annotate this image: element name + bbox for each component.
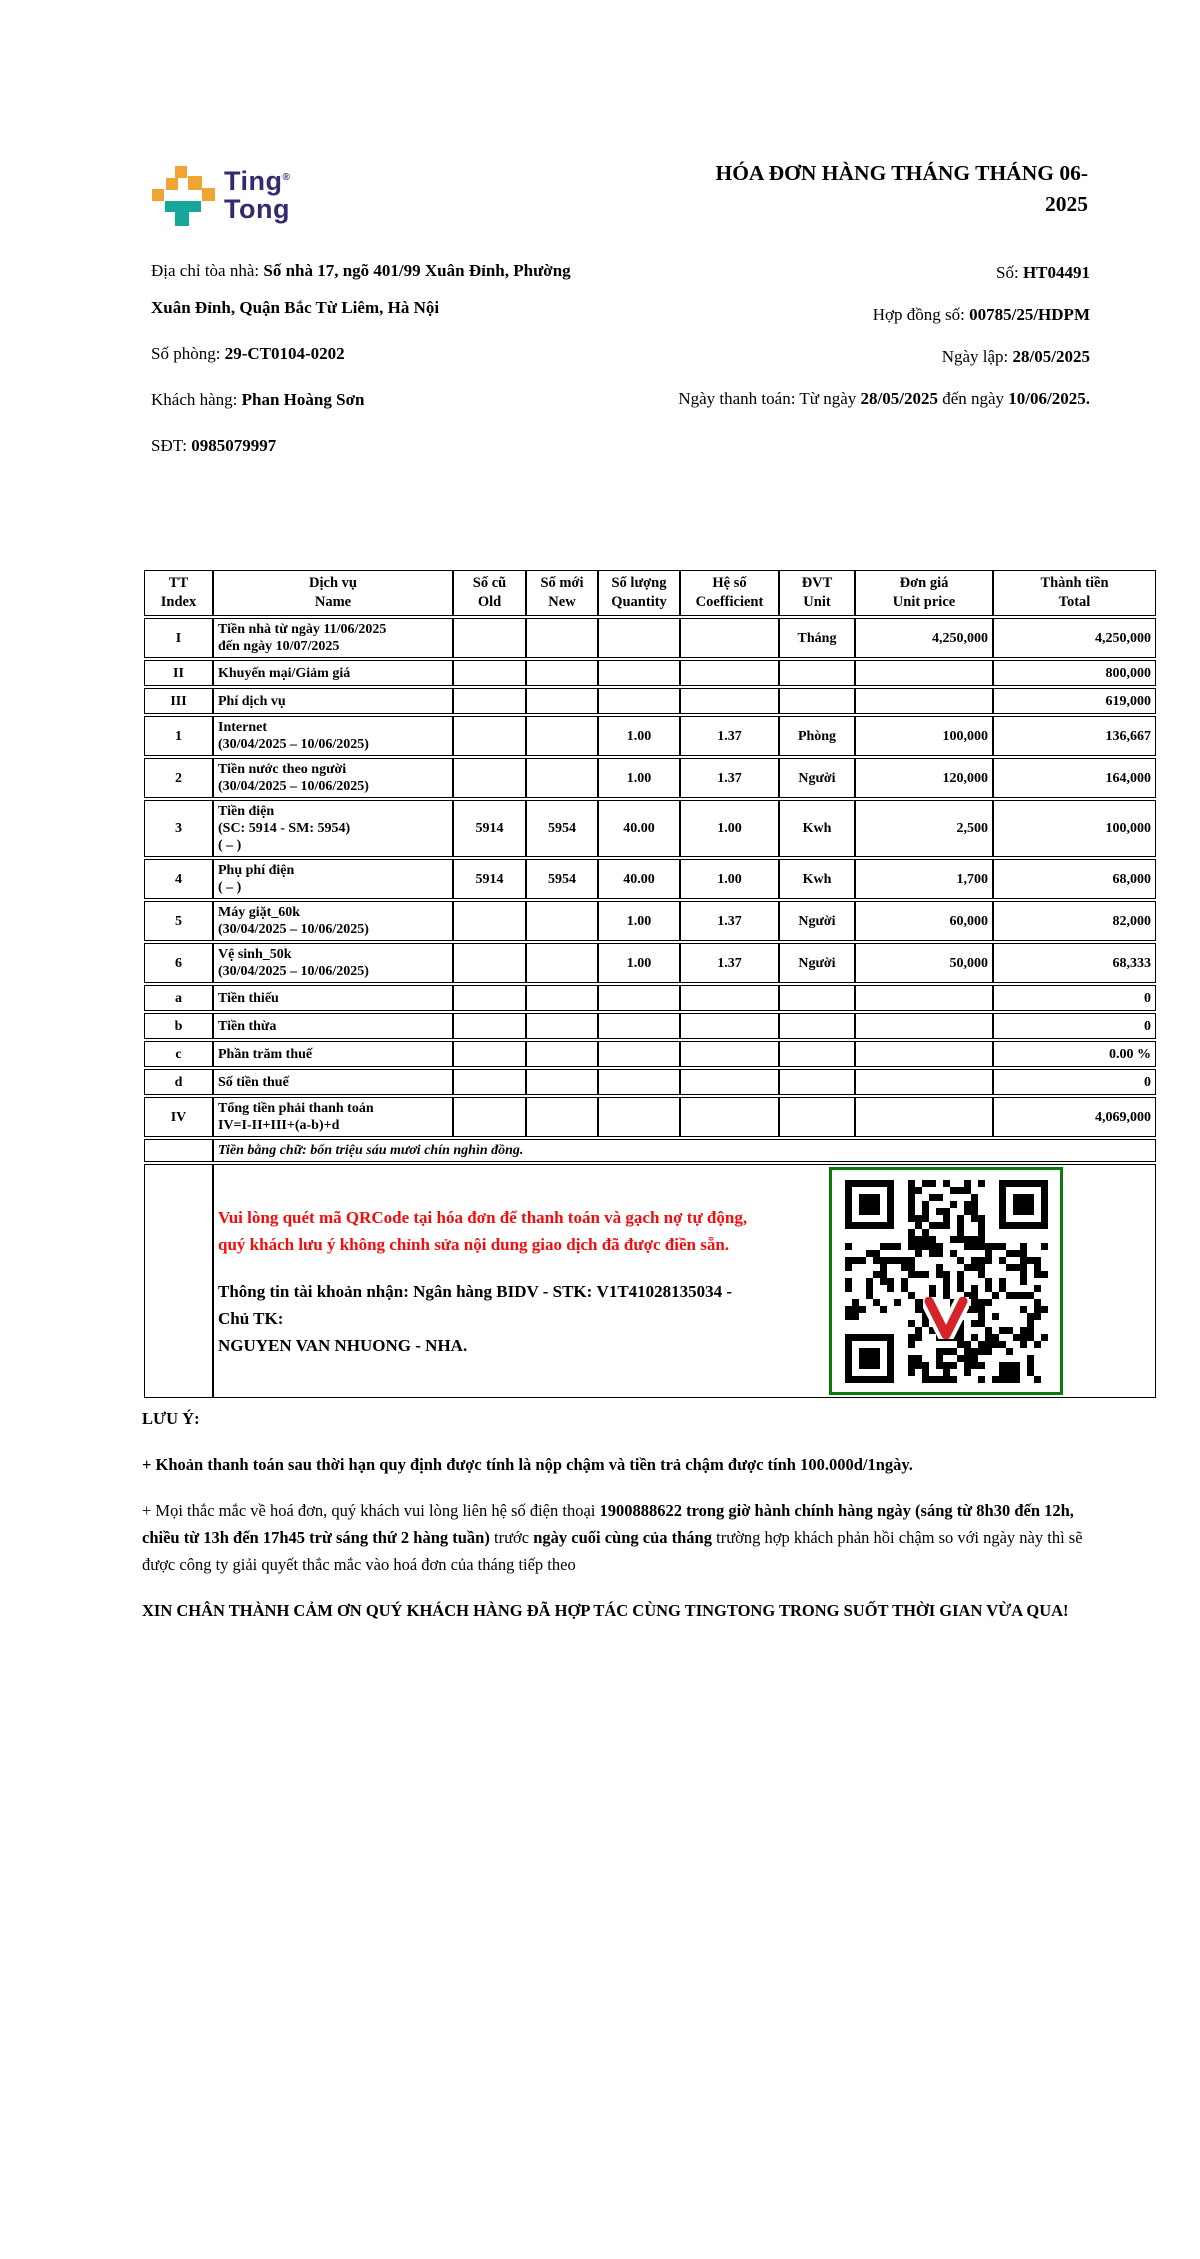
brand-line1: Ting — [224, 166, 283, 196]
customer-phone: SĐT: 0985079997 — [151, 436, 277, 455]
col-header-total: Thành tiền Total — [993, 570, 1156, 616]
col-header-unit-price: Đơn giá Unit price — [855, 570, 993, 616]
cell-unit: Người — [779, 943, 855, 983]
hotline-note: + Mọi thắc mắc về hoá đơn, quý khách vui lòng liên hệ số điện thoại 1900888622 trong giờ hành chính hàng ngày (sáng từ 8h30 đến 12h, chiều từ 13h đến 17h45 trừ sáng thứ 2 hàng tuần) trước ngày cuối cùng của tháng trường hợp khách phản hồi chậm so với ngày này thì sẽ được công ty giải quyết thắc mắc vào hoá đơn của tháng tiếp theo — [142, 1501, 1083, 1574]
table-row — [144, 901, 1156, 941]
cell-qty — [598, 1097, 680, 1137]
cell-index: d — [144, 1069, 213, 1095]
cell-qty: 1.00 — [598, 943, 680, 983]
col-header-index: TT Index — [144, 570, 213, 616]
col-header-new: Số mới New — [526, 570, 598, 616]
invoice-info-right — [615, 252, 1090, 420]
late-payment-note: + Khoản thanh toán sau thời hạn quy định được tính là nộp chậm và tiền trả chậm được tính 100.000d/1ngày. — [142, 1455, 913, 1474]
table-row — [144, 943, 1156, 983]
cell-qty — [598, 1069, 680, 1095]
tingtong-logo-icon — [152, 166, 216, 228]
cell-old — [453, 1013, 526, 1039]
cell-total: 68,000 — [993, 859, 1156, 899]
cell-total: 0.00 % — [993, 1041, 1156, 1067]
payment-instructions — [218, 1204, 763, 1359]
cell-new — [526, 985, 598, 1011]
invoice-title-line2: 2025 — [1045, 192, 1088, 216]
logo-pixel — [152, 189, 164, 201]
cell-name: Số tiền thuế — [213, 1069, 453, 1095]
cell-price: 1,700 — [855, 859, 993, 899]
col-header-name: Dịch vụ Name — [213, 570, 453, 616]
cell-index — [144, 1139, 213, 1162]
room-number: Số phòng: 29-CT0104-0202 — [151, 344, 345, 363]
contract-number: Hợp đồng số: 00785/25/HDPM — [872, 305, 1090, 324]
col-header-coefficient: Hệ số Coefficient — [680, 570, 779, 616]
cell-coef — [680, 1097, 779, 1137]
cell-coef — [680, 985, 779, 1011]
table-header-row — [144, 570, 1156, 616]
customer-name: Khách hàng: Phan Hoàng Sơn — [151, 390, 365, 409]
cell-qty — [598, 688, 680, 714]
cell-unit: Người — [779, 758, 855, 798]
brand-name — [224, 164, 290, 223]
qr-warning-text: Vui lòng quét mã QRCode tại hóa đơn để thanh toán và gạch nợ tự động, quý khách lưu ý không chỉnh sửa nội dung giao dịch đã được điền sẵn. — [218, 1207, 748, 1254]
cell-index: II — [144, 660, 213, 686]
table-row — [144, 688, 1156, 714]
cell-coef: 1.37 — [680, 943, 779, 983]
notes-title: LƯU Ý: — [142, 1409, 200, 1428]
cell-total: 4,250,000 — [993, 618, 1156, 658]
invoice-title — [448, 158, 1088, 220]
cell-price: 100,000 — [855, 716, 993, 756]
cell-index — [144, 1164, 213, 1398]
table-row — [144, 859, 1156, 899]
cell-qty: 1.00 — [598, 901, 680, 941]
payment-period: Ngày thanh toán: Từ ngày 28/05/2025 đến ngày 10/06/2025. — [678, 389, 1090, 408]
table-row — [144, 1013, 1156, 1039]
logo-pixel — [175, 212, 189, 226]
cell-new — [526, 660, 598, 686]
cell-name: Phí dịch vụ — [213, 688, 453, 714]
cell-total: 68,333 — [993, 943, 1156, 983]
cell-total: 136,667 — [993, 716, 1156, 756]
cell-unit — [779, 660, 855, 686]
cell-qty: 40.00 — [598, 859, 680, 899]
table-row — [144, 618, 1156, 658]
vietqr-v-icon — [923, 1297, 969, 1344]
cell-total: 100,000 — [993, 800, 1156, 857]
cell-name: Khuyến mại/Giảm giá — [213, 660, 453, 686]
cell-total: 82,000 — [993, 901, 1156, 941]
cell-old — [453, 716, 526, 756]
cell-coef — [680, 1041, 779, 1067]
cell-price: 120,000 — [855, 758, 993, 798]
logo-pixel — [165, 201, 201, 212]
cell-total: 164,000 — [993, 758, 1156, 798]
registered-mark: ® — [282, 172, 291, 183]
table-row — [144, 758, 1156, 798]
cell-qty: 40.00 — [598, 800, 680, 857]
cell-coef: 1.37 — [680, 716, 779, 756]
cell-name: Tiền nước theo người (30/04/2025 – 10/06/2025) — [213, 758, 453, 798]
cell-price — [855, 688, 993, 714]
cell-coef: 1.00 — [680, 800, 779, 857]
cell-total: 800,000 — [993, 660, 1156, 686]
cell-index: a — [144, 985, 213, 1011]
cell-old — [453, 758, 526, 798]
cell-old — [453, 618, 526, 658]
payment-instructions-cell — [213, 1164, 1156, 1398]
charges-table — [144, 568, 1156, 1400]
cell-name: Máy giặt_60k (30/04/2025 – 10/06/2025) — [213, 901, 453, 941]
cell-qty: 1.00 — [598, 716, 680, 756]
col-header-quantity: Số lượng Quantity — [598, 570, 680, 616]
cell-old — [453, 660, 526, 686]
cell-new — [526, 1069, 598, 1095]
cell-index: 6 — [144, 943, 213, 983]
cell-unit: Người — [779, 901, 855, 941]
cell-index: III — [144, 688, 213, 714]
cell-total: 4,069,000 — [993, 1097, 1156, 1137]
cell-total: 0 — [993, 1069, 1156, 1095]
cell-qty — [598, 985, 680, 1011]
building-address: Địa chỉ tòa nhà: Số nhà 17, ngõ 401/99 Xuân Đỉnh, Phường Xuân Đỉnh, Quận Bắc Từ Liêm, Hà Nội — [151, 261, 571, 317]
cell-old: 5914 — [453, 859, 526, 899]
cell-coef — [680, 1069, 779, 1095]
brand-line2: Tong — [224, 194, 290, 224]
cell-name: Tiền điện (SC: 5914 - SM: 5954) ( – ) — [213, 800, 453, 857]
cell-coef — [680, 618, 779, 658]
cell-price: 50,000 — [855, 943, 993, 983]
cell-name: Tổng tiền phải thanh toán IV=I-II+III+(a-b)+d — [213, 1097, 453, 1137]
cell-old — [453, 1097, 526, 1137]
cell-price — [855, 660, 993, 686]
cell-name: Phần trăm thuế — [213, 1041, 453, 1067]
qr-row — [144, 1164, 1156, 1398]
cell-total: 619,000 — [993, 688, 1156, 714]
cell-old — [453, 688, 526, 714]
cell-qty — [598, 1041, 680, 1067]
cell-coef: 1.37 — [680, 758, 779, 798]
qr-code-pattern — [845, 1180, 1048, 1383]
col-header-old: Số cũ Old — [453, 570, 526, 616]
cell-price: 2,500 — [855, 800, 993, 857]
bank-account-info: Thông tin tài khoản nhận: Ngân hàng BIDV - STK: V1T41028135034 - Chủ TK: NGUYEN VAN NHUONG - NHA. — [218, 1281, 733, 1355]
cell-index: b — [144, 1013, 213, 1039]
cell-qty — [598, 1013, 680, 1039]
cell-index: 1 — [144, 716, 213, 756]
cell-index: IV — [144, 1097, 213, 1137]
table-row — [144, 800, 1156, 857]
logo-pixel — [166, 178, 178, 190]
cell-price — [855, 1069, 993, 1095]
thank-you-note: XIN CHÂN THÀNH CẢM ƠN QUÝ KHÁCH HÀNG ĐÃ HỢP TÁC CÙNG TINGTONG TRONG SUỐT THỜI GIAN VỪA QUA! — [142, 1601, 1069, 1620]
cell-total: 0 — [993, 985, 1156, 1011]
cell-new — [526, 901, 598, 941]
cell-old — [453, 901, 526, 941]
issue-date: Ngày lập: 28/05/2025 — [941, 347, 1090, 366]
cell-unit — [779, 1013, 855, 1039]
cell-old: 5914 — [453, 800, 526, 857]
cell-price — [855, 1041, 993, 1067]
cell-unit — [779, 1041, 855, 1067]
cell-name: Vệ sinh_50k (30/04/2025 – 10/06/2025) — [213, 943, 453, 983]
cell-new — [526, 688, 598, 714]
cell-old — [453, 1069, 526, 1095]
cell-name: Phụ phí điện ( – ) — [213, 859, 453, 899]
cell-name: Internet (30/04/2025 – 10/06/2025) — [213, 716, 453, 756]
logo-pixel — [175, 166, 187, 178]
cell-total: 0 — [993, 1013, 1156, 1039]
cell-unit: Phòng — [779, 716, 855, 756]
cell-new — [526, 1097, 598, 1137]
cell-price — [855, 1013, 993, 1039]
cell-index: 2 — [144, 758, 213, 798]
cell-qty: 1.00 — [598, 758, 680, 798]
amount-in-words: Tiền bằng chữ: bốn triệu sáu mươi chín nghìn đồng. — [213, 1139, 1156, 1162]
cell-new — [526, 716, 598, 756]
cell-name: Tiền nhà từ ngày 11/06/2025 đến ngày 10/07/2025 — [213, 618, 453, 658]
cell-new — [526, 758, 598, 798]
cell-new — [526, 1041, 598, 1067]
cell-index: 4 — [144, 859, 213, 899]
cell-old — [453, 943, 526, 983]
cell-new: 5954 — [526, 800, 598, 857]
table-row — [144, 1097, 1156, 1137]
cell-coef: 1.37 — [680, 901, 779, 941]
cell-new — [526, 1013, 598, 1039]
cell-index: 5 — [144, 901, 213, 941]
col-header-unit: ĐVT Unit — [779, 570, 855, 616]
invoice-info-left — [151, 252, 599, 473]
logo-pixel — [202, 188, 215, 201]
cell-coef — [680, 660, 779, 686]
cell-index: 3 — [144, 800, 213, 857]
cell-price — [855, 985, 993, 1011]
cell-name: Tiền thiếu — [213, 985, 453, 1011]
cell-unit — [779, 985, 855, 1011]
cell-new — [526, 618, 598, 658]
table-row — [144, 1041, 1156, 1067]
cell-unit: Tháng — [779, 618, 855, 658]
cell-index: I — [144, 618, 213, 658]
cell-new: 5954 — [526, 859, 598, 899]
cell-unit — [779, 1097, 855, 1137]
cell-index: c — [144, 1041, 213, 1067]
cell-coef — [680, 1013, 779, 1039]
cell-unit — [779, 688, 855, 714]
qr-code — [829, 1167, 1063, 1395]
cell-price — [855, 1097, 993, 1137]
cell-unit: Kwh — [779, 859, 855, 899]
logo-pixel — [188, 176, 202, 190]
cell-old — [453, 1041, 526, 1067]
table-row — [144, 660, 1156, 686]
table-row — [144, 985, 1156, 1011]
cell-unit — [779, 1069, 855, 1095]
cell-old — [453, 985, 526, 1011]
table-row — [144, 1069, 1156, 1095]
amount-in-words-row — [144, 1139, 1156, 1162]
footer-notes — [142, 1405, 1100, 1643]
invoice-number: Số: HT04491 — [996, 263, 1090, 282]
cell-unit: Kwh — [779, 800, 855, 857]
cell-qty — [598, 660, 680, 686]
cell-price: 60,000 — [855, 901, 993, 941]
cell-qty — [598, 618, 680, 658]
invoice-title-line1: HÓA ĐƠN HÀNG THÁNG THÁNG 06- — [715, 161, 1088, 185]
cell-coef — [680, 688, 779, 714]
cell-price: 4,250,000 — [855, 618, 993, 658]
cell-new — [526, 943, 598, 983]
cell-name: Tiền thừa — [213, 1013, 453, 1039]
cell-coef: 1.00 — [680, 859, 779, 899]
table-row — [144, 716, 1156, 756]
